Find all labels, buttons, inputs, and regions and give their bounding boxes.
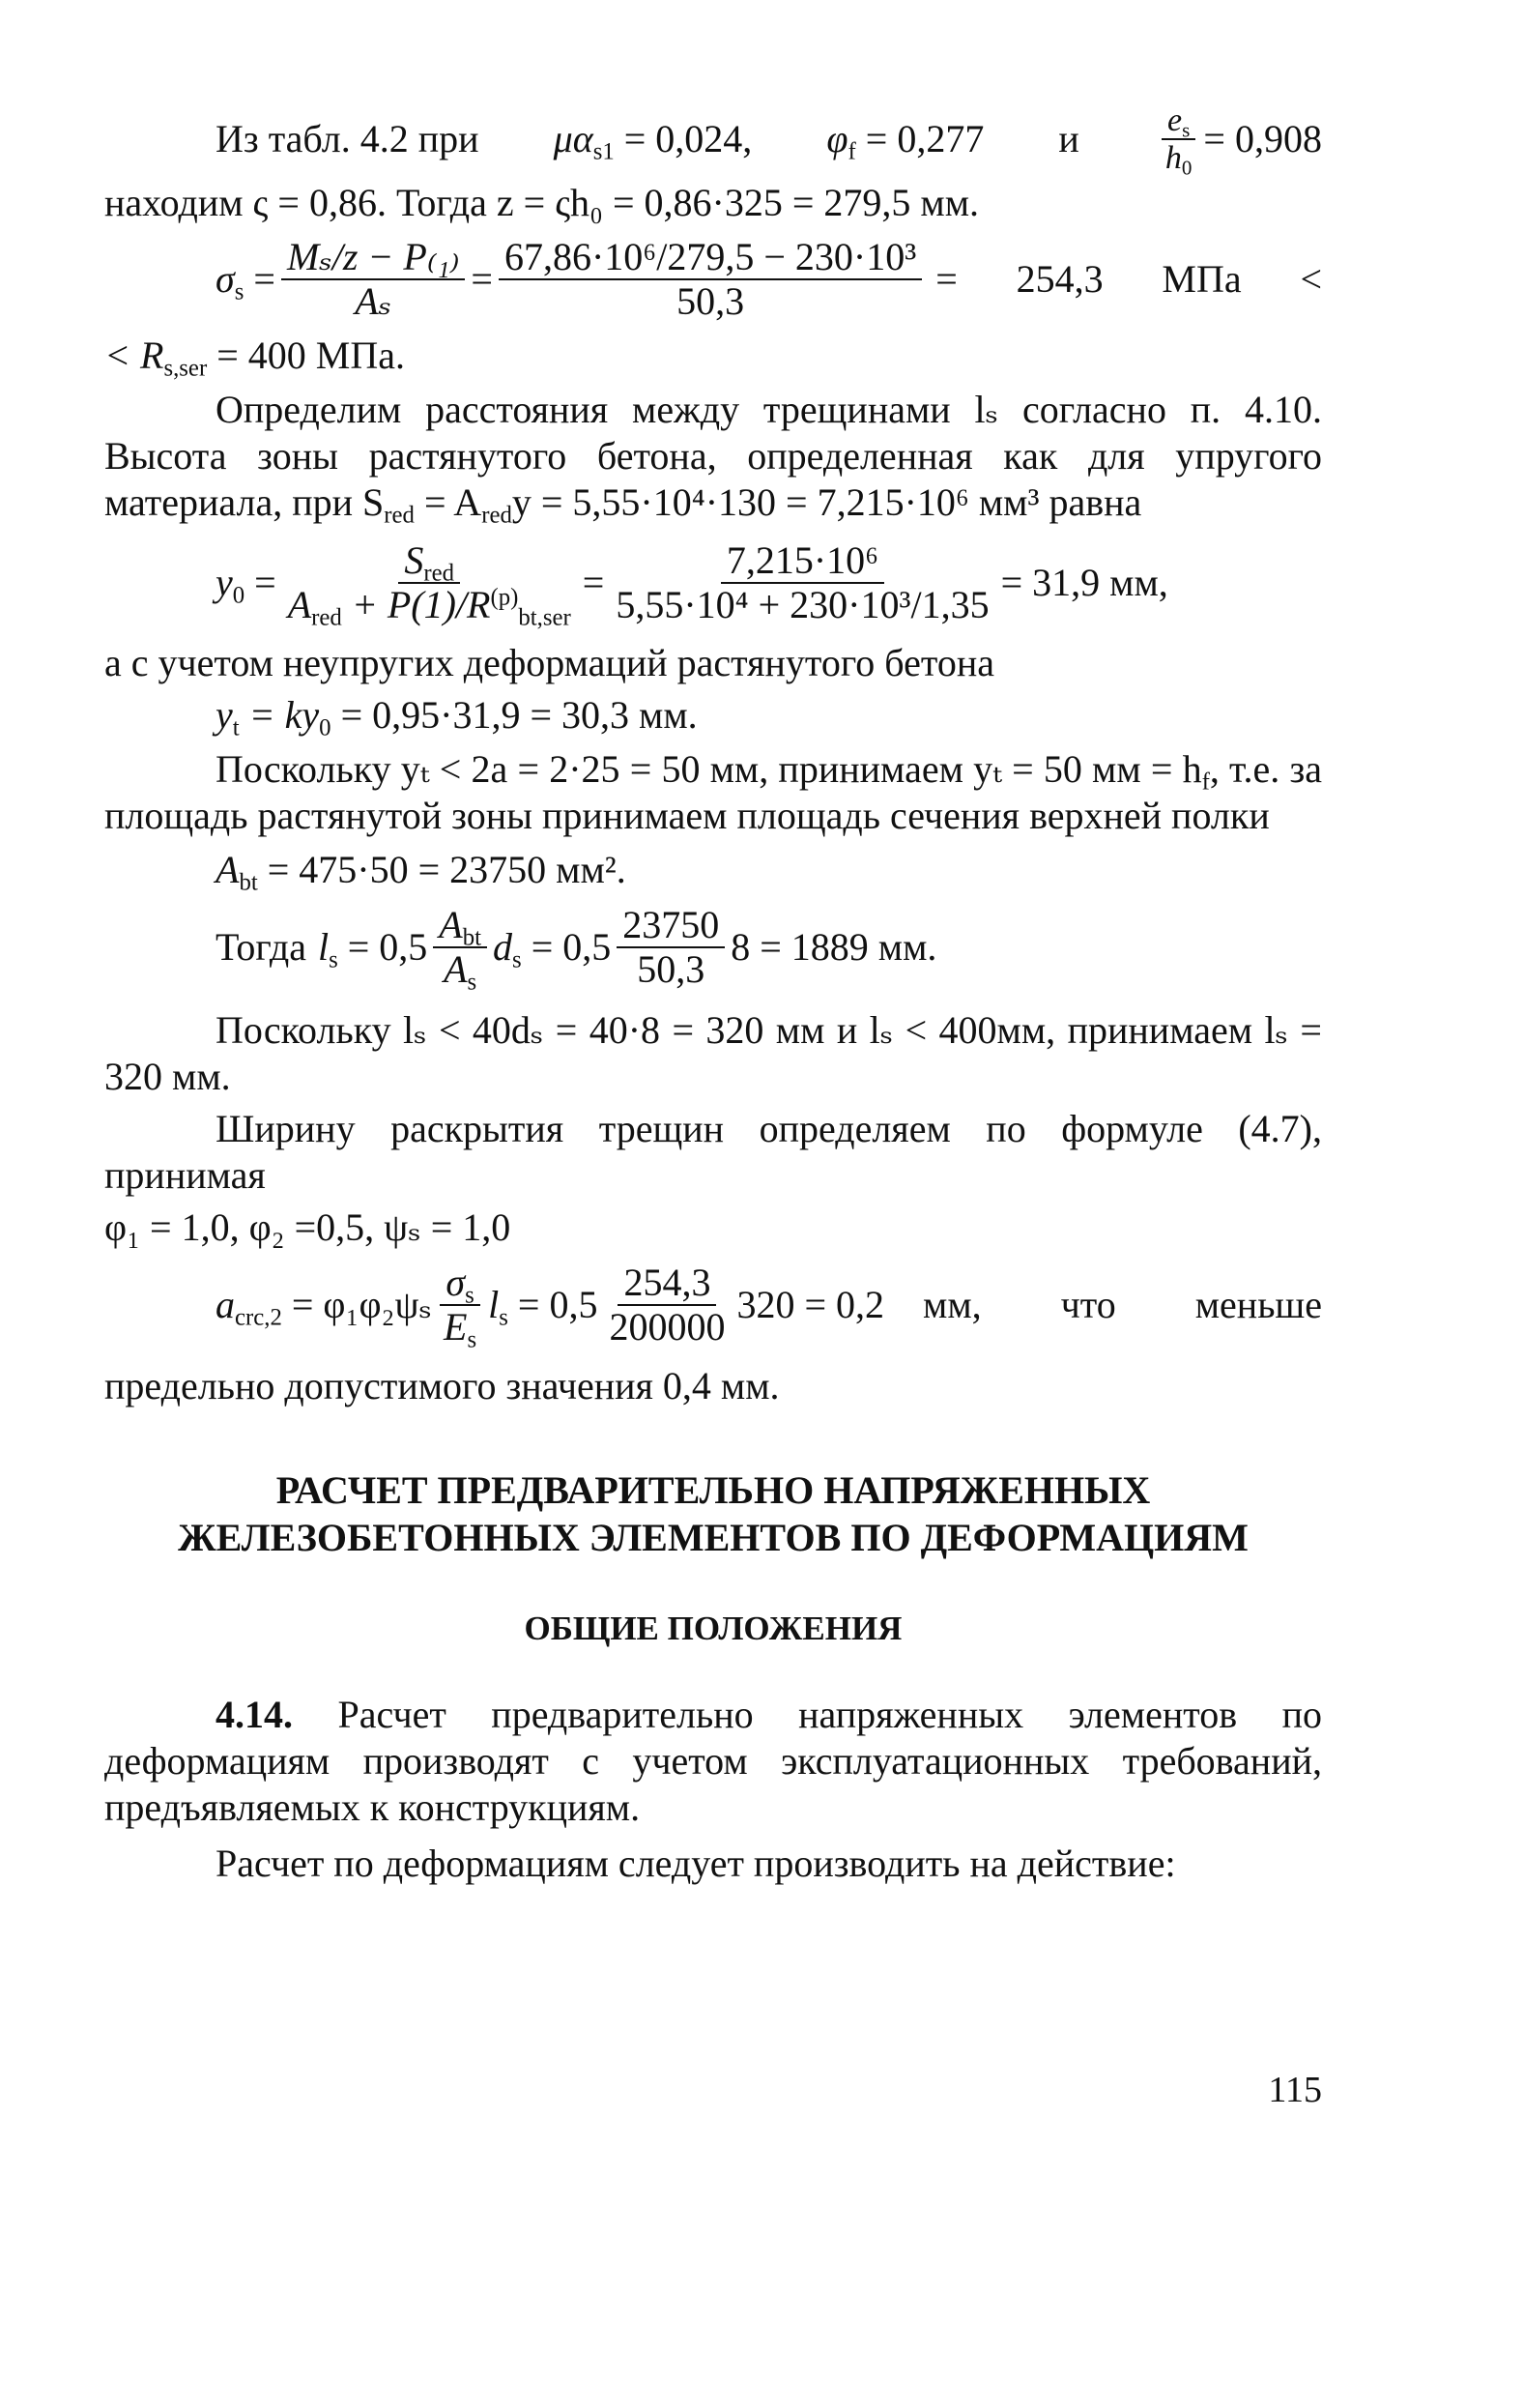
line-find-coef: находим ς = 0,86. Тогда z = ςh₀ = 0,86·325 = 279,5 мм. (104, 181, 980, 224)
paragraph-since-yt: Поскольку yₜ < 2a = 2·25 = 50 мм, принимаем yₜ = 50 мм = $h_f$, т.е. за площадь растянутой зоны принимаем площадь сечения верхней полки (104, 747, 1322, 837)
document-page (104, 102, 1322, 2330)
formula-ls: Тогда $l_s = 0,5$ $A_{bt}$ $A_s$ $d_s = 0,5$ 23750 50,3 8 = 1889 мм. (216, 903, 937, 996)
formula-sigma-s: $\sigma_s$ = $\frac{\text{Mₛ/z − P₍₁₎}}{\text{Aₛ}}$ = $\frac{\text{67,86·10⁶/279,5 − 230·10³}}{50,3}$ = 254,3 МПа < (216, 235, 1322, 323)
formula-y0: $y_0$ = $S_{red}$ $A_{red} + P(1)/R^{(p)}_{bt,ser}$ = $\frac{\text{7,215·10⁶}}{\text{5,55·10⁴ + 230·10³/1,35}}$ = 31,9 мм, (216, 538, 1168, 631)
paragraph-limit: предельно допустимого значения 0,4 мм. (104, 1364, 780, 1407)
and-word: и (1058, 117, 1079, 160)
line-r-ser: < $R_{s,ser} = 400$ МПа. (104, 334, 405, 382)
subsection-heading: ОБЩИЕ ПОЛОЖЕНИЯ (524, 1609, 903, 1647)
paragraph-crack-spacing: Определим расстояния между трещинами lₛ согласно п. 4.10. Высота зоны растянутого бетона, определенная как для упругого материала, при $S_{red} = A_{red}y = 5,55\cdot 10^4\cdot 130 = 7,215\cdot 10^6$ мм³ равна (104, 388, 1322, 529)
text-from-table: Из табл. 4.2 при (216, 117, 479, 160)
paragraph-deformation-action: Расчет по деформациям следует производить на действие: (216, 1841, 1176, 1885)
paragraph-4-14: 4.14. Расчет предварительно напряженных элементов по деформациям производят с учетом эксплуатационных требований, предъявляемых к конструкциям. (104, 1692, 1322, 1829)
phi-expr: $\varphi_f = 0,277$ (826, 117, 985, 165)
line-phi-values: φ₁ = 1,0, φ₂ =0,5, ψₛ = 1,0 (104, 1205, 511, 1249)
page-number: 115 (1268, 2070, 1322, 2110)
paragraph-inelastic: а с учетом неупругих деформаций растянутого бетона (104, 641, 994, 684)
line-ratios (104, 93, 1322, 186)
formula-acrc: $a_{crc,2} = \varphi_1\varphi_2\psi_s$ $\sigma_s$ $E_s$ $l_s = 0,5$ 254,3 200000 320 = 0,2 мм, что меньше (216, 1261, 1322, 1353)
mu-alpha-expr: $\mu\alpha_{s1} = 0,024$, (553, 117, 753, 165)
es-h0-ratio: $\frac{e_s}{h_0}$ = 0,908 (1154, 102, 1322, 177)
formula-yt: $y_t = ky_0 = 0,95\cdot 31,9 = 30,3$ мм. (216, 693, 698, 741)
formula-abt: $A_{bt} = 475\cdot 50 = 23750$ мм². (216, 848, 626, 896)
section-heading: РАСЧЕТ ПРЕДВАРИТЕЛЬНО НАПРЯЖЕННЫХ ЖЕЛЕЗОБЕТОННЫХ ЭЛЕМЕНТОВ ПО ДЕФОРМАЦИЯМ (178, 1468, 1249, 1559)
paragraph-crack-width: Ширину раскрытия трещин определяем по формуле (4.7), принимая (104, 1107, 1322, 1197)
paragraph-ls-accept: Поскольку lₛ < 40dₛ = 40·8 = 320 мм и lₛ < 400мм, принимаем lₛ = 320 мм. (104, 1008, 1322, 1098)
